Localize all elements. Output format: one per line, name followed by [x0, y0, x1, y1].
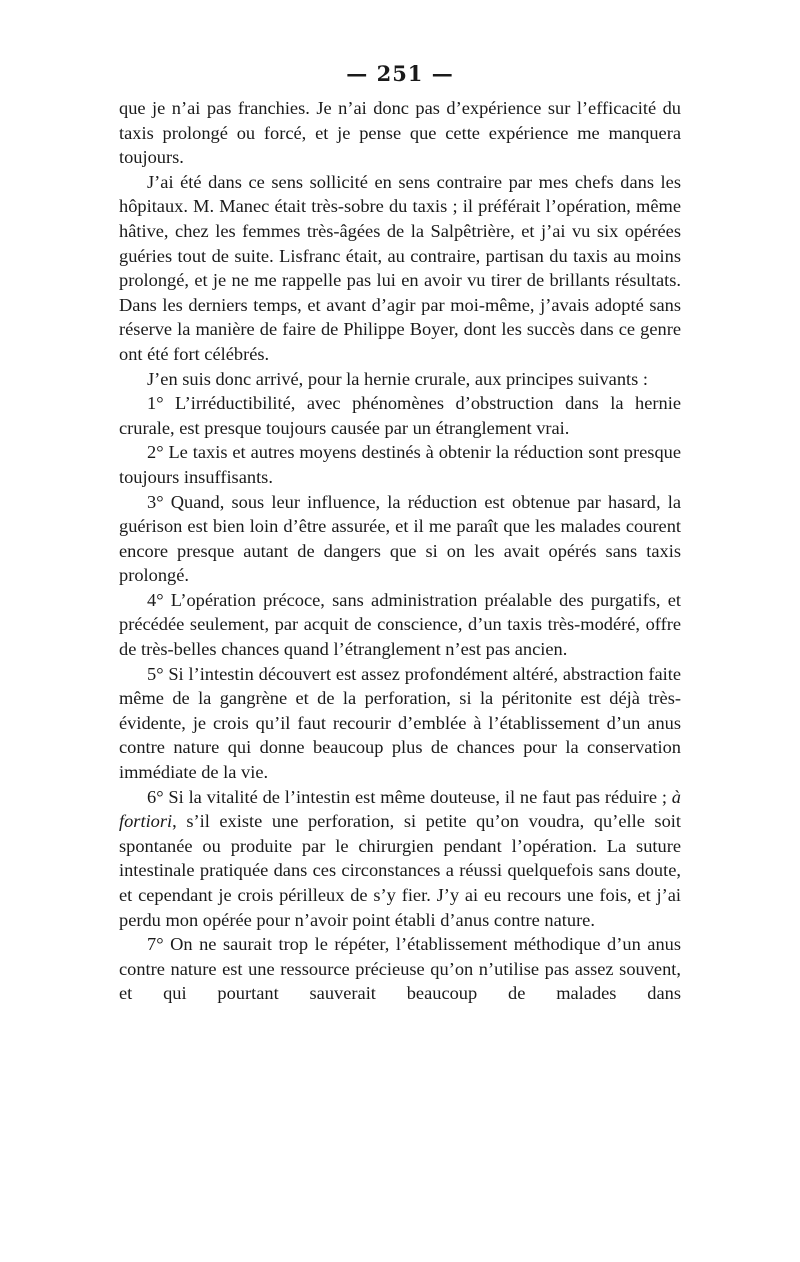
principle-6-text-before: 6° Si la vitalité de l’intestin est même douteuse, il ne faut pas réduire ;	[147, 786, 672, 807]
principle-2: 2° Le taxis et autres moyens destinés à obtenir la réduction sont presque toujours insuffisants.	[119, 442, 681, 487]
principle-6-text-after: , s’il existe une perforation, si petite qu’on voudra, qu’elle soit spontanée ou produite par le chirurgien pendant l’opération. La suture intestinale pratiquée dans ces circonstances a réussi quelquefois sans doute, et cependant je crois périlleux de s’y fier. J’y ai eu recours une fois, et j’ai perdu mon opérée pour n’avoir point établi d’anus contre nature.	[119, 811, 681, 930]
principle-1: 1° L’irréductibilité, avec phénomènes d’obstruction dans la hernie crurale, est presque toujours causée par un étranglement vrai.	[119, 393, 681, 438]
principle-5: 5° Si l’intestin découvert est assez profondément altéré, abstraction faite même de la gangrène et de la perforation, si la péritonite est déjà très-évidente, je crois qu’il faut recourir d’emblée à l’établissement d’un anus contre nature qui donne beaucoup plus de chances pour la conservation immédiate de la vie.	[119, 663, 681, 783]
paragraph-principles-intro: J’en suis donc arrivé, pour la hernie crurale, aux principes suivants :	[147, 368, 648, 389]
paragraph-experience: J’ai été dans ce sens sollicité en sens contraire par mes chefs dans les hôpitaux. M. Manec était très-sobre du taxis ; il préférait l’opération, même hâtive, chez les femmes très-âgées de la Salpêtrière, et j’ai vu six opérées guéries tout de suite. Lisfranc était, au contraire, partisan du taxis au moins prolongé, et je ne me rappelle pas lui en avoir vu tirer de brillants résultats. Dans les derniers temps, et avant d’agir par moi-même, j’avais adopté sans réserve la manière de faire de Philippe Boyer, dont les succès dans ce genre ont été fort célébrés.	[119, 171, 681, 364]
principle-3: 3° Quand, sous leur influence, la réduction est obtenue par hasard, la guérison est bien loin d’être assurée, et il me paraît que les malades courent encore presque autant de dangers que si on les avait opérés sans taxis prolongé.	[119, 491, 681, 586]
document-page	[119, 60, 681, 1006]
principle-4: 4° L’opération précoce, sans administration préalable des purgatifs, et précédée seulement, par acquit de conscience, d’un taxis très-modéré, offre de très-belles chances quand l’étranglement n’est pas ancien.	[119, 589, 681, 660]
principle-6-italic-phrase: à fortiori	[119, 786, 681, 832]
page-number: — 251 —	[346, 61, 454, 86]
paragraph-continuation: que je n’ai pas franchies. Je n’ai donc pas d’expérience sur l’efficacité du taxis prolongé ou forcé, et je pense que cette expérience me manquera toujours.	[119, 98, 681, 168]
principle-6	[119, 785, 681, 933]
principle-7: 7° On ne saurait trop le répéter, l’établissement méthodique d’un anus contre nature est une ressource précieuse qu’on n’utilise pas assez souvent, et qui pourtant sauverait beaucoup de malades dans	[119, 934, 681, 1004]
